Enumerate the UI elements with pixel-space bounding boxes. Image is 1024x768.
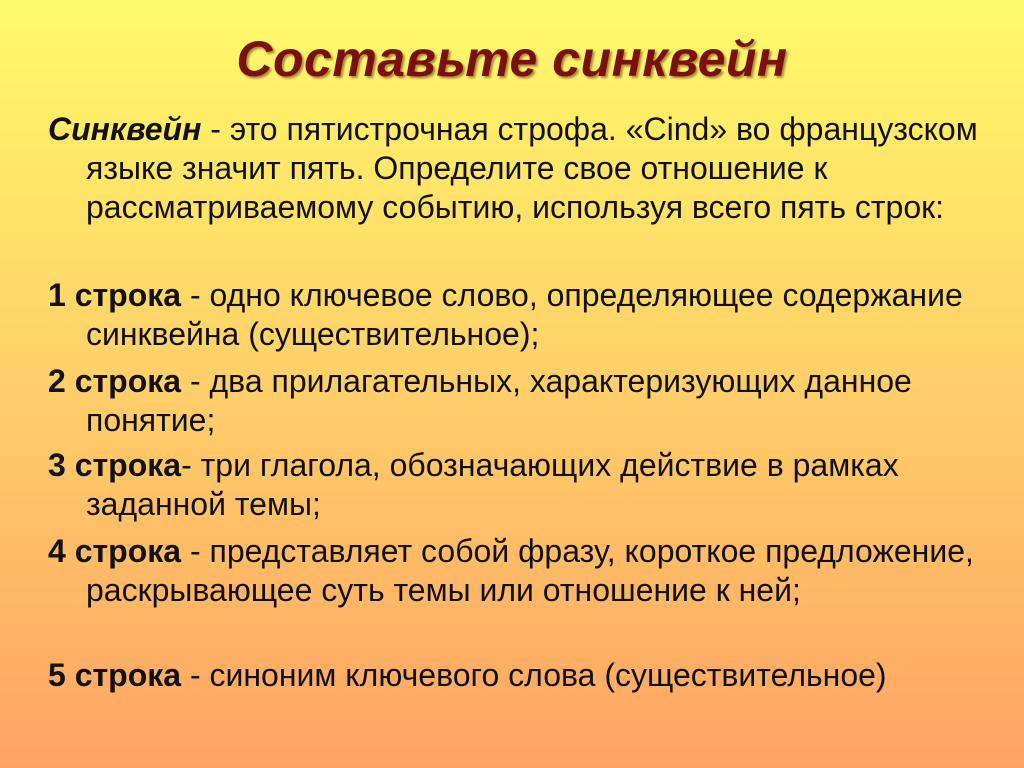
line-5-text: - синоним ключевого слова (существительное): [181, 657, 887, 693]
line-3-text: - три глагола, обозначающих действие в рамках заданной темы;: [86, 447, 899, 522]
line-1-label: 1 строка: [48, 277, 182, 313]
line-2-paragraph: [48, 362, 1024, 440]
line-1-text: - одно ключевое слово, определяющее содержание синквейна (существительное);: [86, 277, 963, 352]
line-4-label: 4 строка: [48, 533, 182, 569]
line-2-label: 2 строка: [48, 363, 182, 399]
line-4-paragraph: [48, 532, 1024, 610]
line-5-label: 5 строка: [48, 657, 182, 693]
line-4-text: - представляет собой фразу, короткое предложение, раскрывающее суть темы или отношение к ней;: [86, 533, 974, 608]
intro-paragraph: [48, 110, 1024, 227]
intro-text: - это пятистрочная строфа. «Cind» во французском языке значит пять. Определите свое отношение к рассматриваемому событию, используя всего пять строк:: [86, 111, 978, 225]
line-5-paragraph: [48, 656, 1024, 695]
slide-title: Составьте синквейн: [236, 31, 788, 87]
line-1-paragraph: [48, 276, 1024, 354]
line-3-label: 3 строка: [48, 447, 182, 483]
line-3-paragraph: [48, 446, 1024, 524]
line-2-text: - два прилагательных, характеризующих данное понятие;: [86, 363, 912, 438]
intro-term: Синквейн: [48, 111, 202, 147]
